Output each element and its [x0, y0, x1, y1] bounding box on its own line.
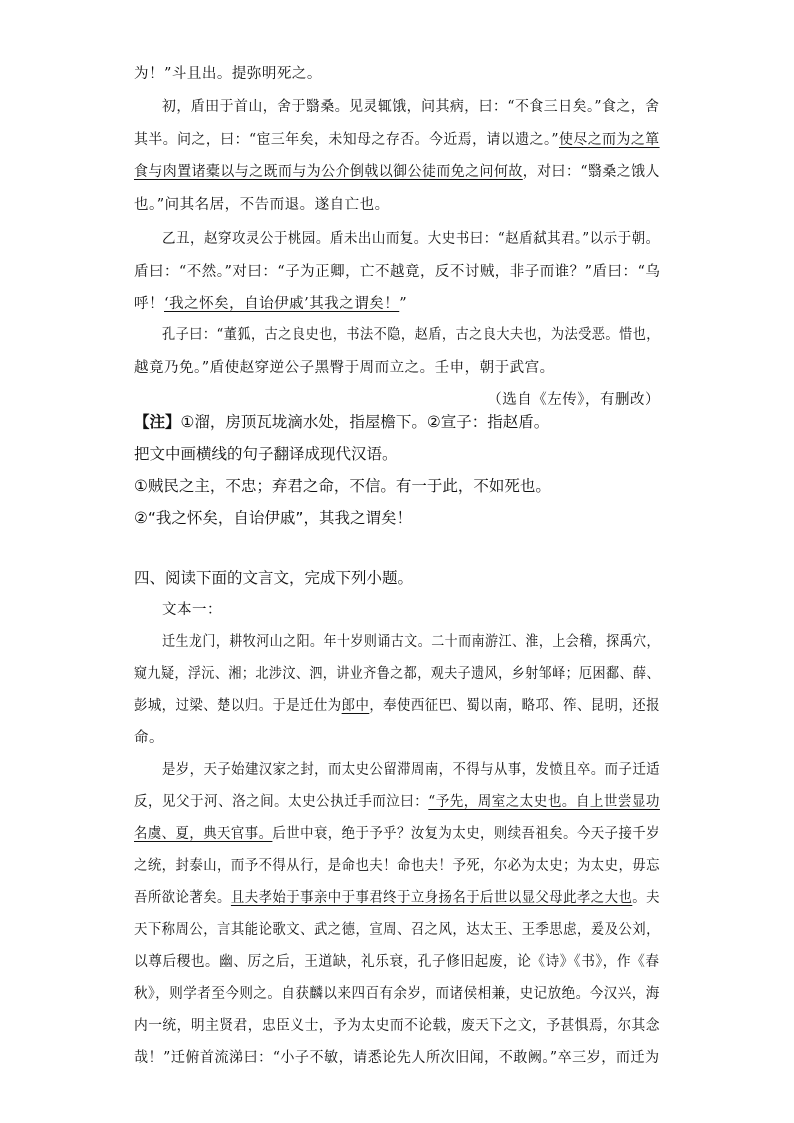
question-item-2: ②“我之怀矣，自诒伊戚”，其我之谓矣！: [134, 509, 412, 527]
passage2-line: 名虞、夏，典天官事。后世中衰，绝于予乎？汝复为太史，则续吾祖矣。今天子接千岁: [134, 826, 660, 842]
passage2-line: 哉！”迁俯首流涕曰：“小子不敏，请悉论先人所次旧闻，不敢阙。”卒三岁，而迁为: [134, 1050, 660, 1066]
annotation-note: 【注】①溜，房顶瓦垅滴水处，指屋檐下。②宣子：指赵盾。: [134, 413, 550, 431]
passage1-line: 越竟乃免。”盾使赵穿逆公子黑臀于周而立之。壬申，朝于武宫。: [134, 360, 555, 376]
passage1-line: 为！”斗且出。提弥明死之。: [134, 66, 322, 82]
passage2-line: 天下称周公，言其能论歌文、武之德，宣周、召之风，达太王、王季思虑，爰及公刘，: [134, 922, 660, 938]
section-heading: 四、阅读下面的文言文，完成下列小题。: [134, 569, 414, 587]
passage2-line: 之统，封泰山，而予不得从行，是命也夫！命也夫！予死，尔必为太史；为太史，毋忘: [134, 858, 660, 874]
text-label: 文本一：: [162, 602, 222, 618]
question-instruction: 把文中画横线的句子翻译成现代汉语。: [134, 445, 398, 463]
passage1-line: 也。”问其名居，不告而退。遂自亡也。: [134, 197, 390, 213]
underlined-sentence: ‘我之怀矣，自诒伊戚’其我之谓矣！: [164, 296, 400, 312]
passage2-line: 秋》，则学者至今则之。自获麟以来四百有余岁，而诸侯相兼，史记放绝。今汉兴，海: [134, 986, 660, 1002]
passage2-line: 窥九疑，浮沅、湘；北涉汶、泗，讲业齐鲁之都，观夫子遗风，乡射邹峄；厄困鄱、薛、: [134, 666, 660, 682]
passage1-line: 盾曰：“不然。”对曰：“子为正卿，亡不越竟，反不讨贼，非子而谁？”盾曰：“乌: [134, 264, 661, 280]
passage1-line: 呼！‘我之怀矣，自诒伊戚’其我之谓矣！”: [134, 296, 408, 312]
underlined-sentence: 食与肉置诸橐以与之既而与为公介倒戟以御公徒而免之问何故: [134, 164, 523, 180]
passage1-line: 食与肉置诸橐以与之既而与为公介倒戟以御公徒而免之问何故，对曰：“翳桑之饿人: [134, 164, 660, 180]
passage1-line: 初，盾田于首山，舍于翳桑。见灵辄饿，问其病，曰：“不食三日矣。”食之，舍: [162, 99, 660, 115]
underlined-sentence: 且夫孝始于事亲中于事君终于立身扬名于后世以显父母此孝之大也: [230, 890, 633, 906]
passage1-line: 孔子曰：“董狐，古之良史也，书法不隐，赵盾，古之良大夫也，为法受恶。惜也，: [162, 327, 660, 343]
underlined-sentence: 名虞、夏，典天官事。: [134, 826, 273, 842]
passage2-line: 命。: [134, 730, 164, 746]
passage2-line: 内一统，明主贤君，忠臣义士，予为太史而不论载，废天下之文，予甚惧焉，尔其念: [134, 1018, 660, 1034]
passage2-line: 吾所欲论著矣。且夫孝始于事亲中于事君终于立身扬名于后世以显父母此孝之大也。夫: [134, 890, 660, 906]
passage2-line: 以尊后稷也。幽、厉之后，王道缺，礼乐衰，孔子修旧起废，论《诗》《书》，作《春: [134, 954, 660, 970]
underlined-sentence: “予先，周室之太史也。自上世尝显功: [428, 794, 660, 810]
underlined-term: 郎中: [341, 698, 370, 714]
passage1-line: 其半。问之，曰：“宦三年矣，未知母之存否。今近焉，请以遗之。”使尽之而为之箪: [134, 132, 660, 148]
passage2-line: 迁生龙门，耕牧河山之阳。年十岁则诵古文。二十而南游江、淮，上会稽，探禹穴，: [162, 634, 661, 650]
passage1-line: 乙丑，赵穿攻灵公于桃园。盾未出山而复。大史书曰：“赵盾弑其君。”以示于朝。: [162, 231, 660, 247]
passage2-line: 反，见父于河、洛之间。太史公执迁手而泣曰：“予先，周室之太史也。自上世尝显功: [134, 794, 660, 810]
passage2-line: 彭城，过梁、楚以归。于是迁仕为郎中，奉使西征巴、蜀以南，略邛、筰、昆明，还报: [134, 698, 660, 714]
question-item-1: ①贼民之主，不忠；弃君之命，不信。有一于此，不如死也。: [134, 477, 551, 495]
underlined-sentence: 使尽之而为之箪: [558, 132, 660, 148]
note-label: 【注】: [134, 413, 181, 431]
source-citation: （选自《左传》，有删改）: [487, 392, 660, 408]
passage2-line: 是岁，天子始建汉家之封，而太史公留滞周南，不得与从事，发愤且卒。而子迁适: [162, 762, 660, 778]
